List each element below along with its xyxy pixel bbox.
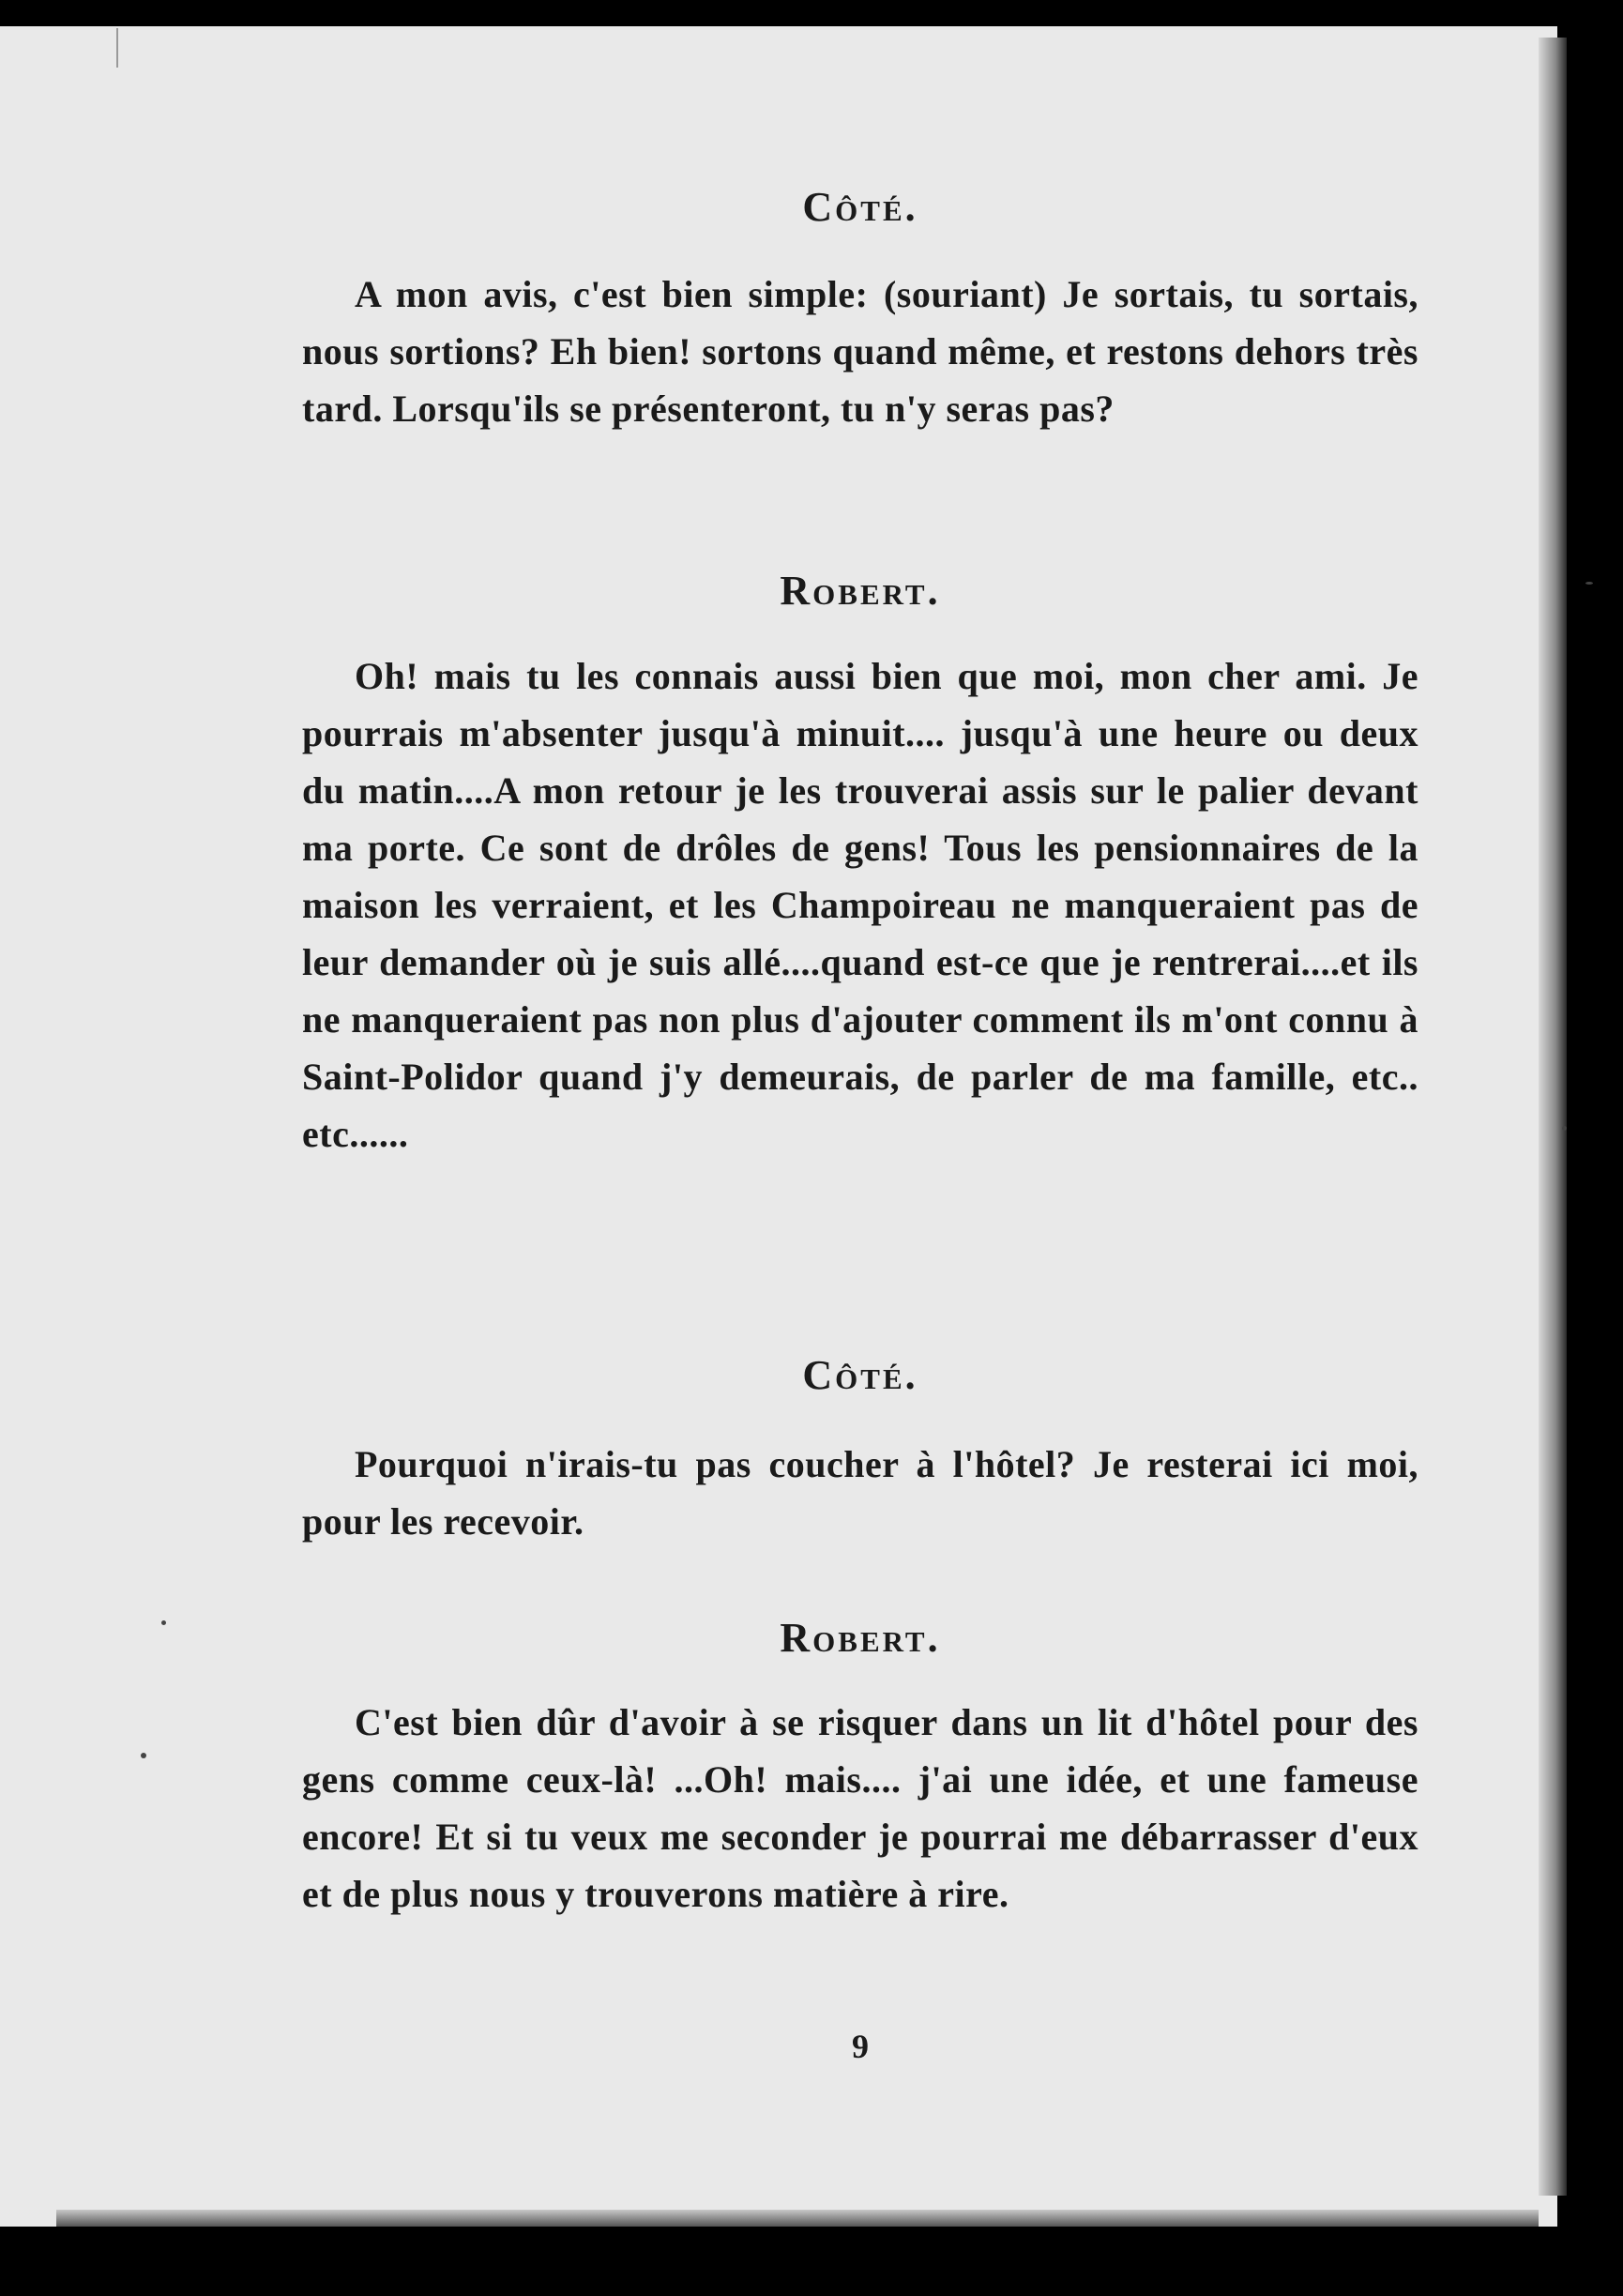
page-edge xyxy=(1539,38,1567,2196)
dust-speck xyxy=(1562,1126,1567,1131)
dialogue-paragraph xyxy=(302,647,1418,1163)
dialogue-paragraph xyxy=(302,1436,1418,1550)
dialogue-text: C'est bien dûr d'avoir à se risquer dans un lit d'hôtel pour des gens comme ceux-là! ...Oh! mais.... j'ai une idée, et une fameuse encore! Et si tu veux me seconder je pourrai me débarrasser d'eux et de plus nous y trouverons matière à rire. xyxy=(302,1701,1418,1915)
dust-speck xyxy=(161,1620,166,1625)
dust-speck xyxy=(141,1753,146,1758)
speaker-name: Robert. xyxy=(780,1615,941,1661)
dialogue-text: A mon avis, c'est bien simple: (souriant) Je sortais, tu sortais, nous sortions? Eh bien! sortons quand même, et restons dehors très tard. Lorsqu'ils se présenteront, tu n'y seras pas? xyxy=(302,273,1418,430)
dialogue-paragraph xyxy=(302,1694,1418,1923)
dust-speck xyxy=(1585,582,1593,585)
dialogue-text: Oh! mais tu les connais aussi bien que moi, mon cher ami. Je pourrais m'absenter jusqu'à minuit.... jusqu'à une heure ou deux du matin....A mon retour je les trouverai assis sur le palier devant ma porte. Ce sont de drôles de gens! Tous les pensionnaires de la maison les verraient, et les Champoireau ne manqueraient pas de leur demander où je suis allé....quand est-ce que je rentrerai....et ils ne manqueraient pas non plus d'ajouter comment ils m'ont connu à Saint-Polidor quand j'y demeurais, de parler de ma famille, etc.. etc...... xyxy=(302,655,1418,1155)
speaker-name: Robert. xyxy=(780,568,941,614)
page-bottom-shadow xyxy=(56,2210,1539,2227)
dialogue-text: Pourquoi n'irais-tu pas coucher à l'hôtel? Je resterai ici moi, pour les recevoir. xyxy=(302,1443,1418,1543)
speaker-name: Côté. xyxy=(802,184,918,230)
gutter-mark xyxy=(116,28,118,68)
page-number: 9 xyxy=(852,2028,869,2065)
dialogue-paragraph xyxy=(302,266,1418,437)
speaker-name: Côté. xyxy=(802,1352,918,1398)
